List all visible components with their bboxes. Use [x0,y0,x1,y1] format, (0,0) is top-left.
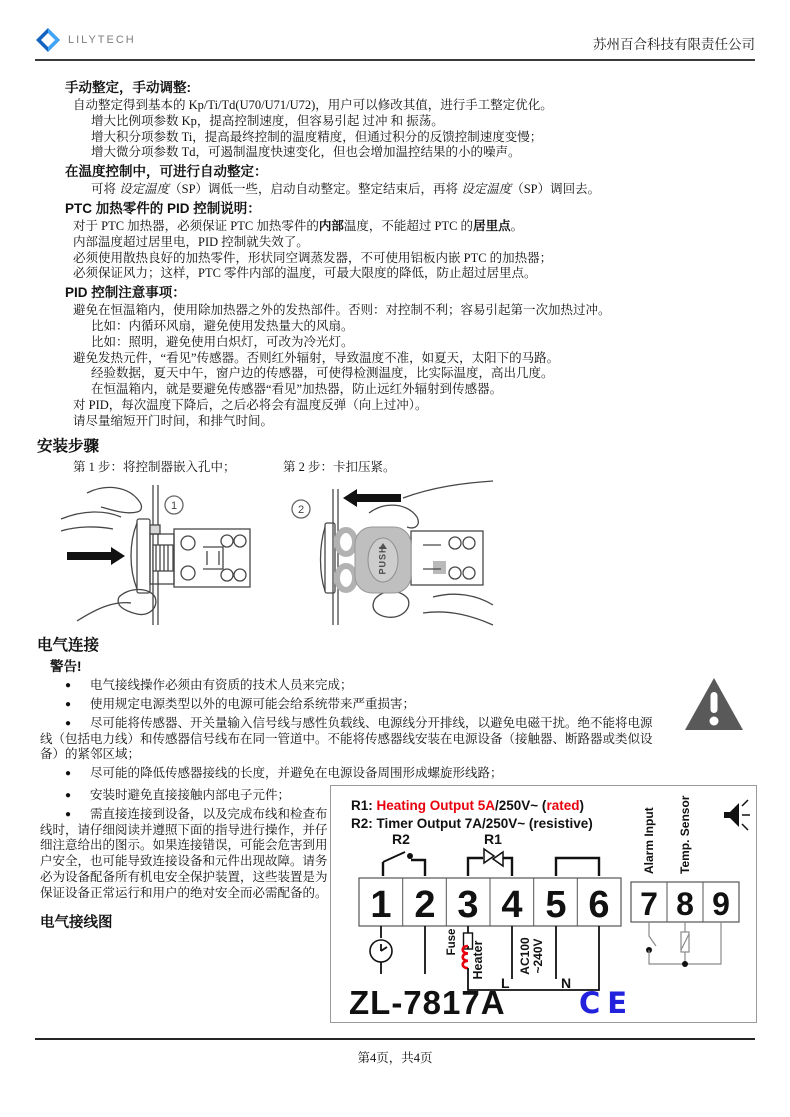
ptc-line: 必须保证风力；这样，PTC 零件内部的温度，可最大限度的降低，防止超过居里点。 [73,266,537,281]
figure-1-number: 1 [170,500,178,513]
text-part: 。 [510,218,524,233]
page-header [0,0,790,53]
text-part: （SP）调回去。 [511,182,601,197]
bold-part: 内部 [318,218,344,233]
pid-note: 经验数据，夏天中午，窗户边的传感器，可使得检测温度，比实际温度，高出几度。 [91,366,554,381]
bracket-5-6 [556,858,599,876]
terminal-strip-left [359,878,621,926]
figure-2-number: 2 [297,504,305,517]
warning-item [40,807,330,902]
temp-sensor-label: Temp. Sensor [678,795,692,874]
warning-text: 尽可能将传感器、开关量输入信号线与感性负载线、电源线分开排线，以避免电磁干扰。绝不能将电源线（包括电力线）和传感器信号线布在同一管道中。不能将传感器线安装在电源设备（接触器、断路器或类似设备）的紧邻区域； [40,715,653,762]
r2-spec-line: R2: Timer Output 7A/250V~ (resistive) [351,815,593,831]
install-step-1: 第 1 步：将控制器嵌入孔中； [73,459,236,474]
pid-note: 比如：内循环风扇，避免使用发热量大的风扇。 [91,318,354,333]
install-figure-1 [57,479,269,629]
terminal-2: 2 [414,883,436,926]
pid-note: 比如：照明，避免使用白炽灯，可改为冷光灯。 [91,334,354,349]
page-content [0,61,790,1023]
terminal-8: 8 [676,885,694,922]
terminal-3: 3 [457,883,479,926]
pid-notes-heading: PID 控制注意事项： [65,285,186,301]
install-steps [65,460,757,476]
text-part: （SP）调低一些，启动自动整定。整定结束后，再将 [169,182,462,197]
pid-note: 在恒温箱内，就是要避免传感器“看见”加热器，防止远红外辐射到传感器。 [91,382,503,397]
lilytech-logo-icon [35,27,61,53]
manual-tuning-item: 增大比例项参数 Kp，提高控制速度，但容易引起 过冲 和 振荡。 [91,113,444,128]
terminal-1: 1 [370,883,392,926]
relay-r1-label: R1 [484,830,502,847]
bullet-icon: ● [65,698,72,710]
bullet-icon: ● [65,768,72,780]
electrical-heading: 电气连接 [37,637,100,655]
wiring-left-column [40,785,330,1023]
line-label: L [501,974,510,991]
brand-name: LILYTECH [68,34,136,46]
ptc-line [65,219,757,235]
pid-note: 避免在恒温箱内，使用除加热器之外的发热部件。否则：对控制不利；容易引起第一次加热过冲。 [73,303,611,318]
page-number: 第4页，共4页 [357,1051,433,1065]
warning-item [40,678,757,694]
terminal-strip-right [631,795,739,922]
brand [35,27,136,53]
ac-voltage-label-1: AC100 [518,937,532,975]
warning-item [40,697,757,713]
fuse-label: Fuse [446,928,458,956]
ac-voltage-label-2: ~240V [531,938,545,974]
warning-item [40,766,757,782]
install-figure-2 [283,479,498,629]
insert-arrow-icon [67,547,125,565]
install-heading: 安装步骤 [37,437,100,455]
warning-title: 警告! [50,659,82,675]
neutral-label: N [561,974,572,991]
warning-text: 尽可能的降低传感器接线的长度，并避免在电源设备周围形成螺旋形线路； [90,766,503,781]
terminal-9: 9 [712,885,730,922]
install-figures [57,479,757,629]
pid-note: 避免发热元件，“看见”传感器。否则红外辐射，导致温度不准，如夏天，太阳下的马路。 [73,350,560,365]
relay-r2-label: R2 [392,830,410,847]
warning-triangle-icon [683,676,745,734]
warning-text: 使用规定电源类型以外的电源可能会给系统带来严重损害； [90,696,416,711]
manual-tuning-item: 增大微分项参数 Td，可遏制温度快速变化，但也会增加温控结果的小的噪声。 [91,145,521,160]
text-part: 温度，不能超过 PTC 的 [343,218,474,233]
sensor-circuit [646,922,721,967]
r1-spec-line: R1: Heating Output 5A/250V~ (rated) [351,797,584,813]
page-footer [35,1038,755,1066]
text-part: 可将 [91,182,120,197]
company-name: 苏州百合科技有限责任公司 [593,37,755,52]
manual-tuning-heading: 手动整定，手动调整: [65,80,191,95]
setpoint-italic: 设定温度 [461,182,512,197]
ptc-line: 内部温度超过居里电，PID 控制就失效了。 [73,234,309,249]
manual-tuning-item: 增大积分项参数 Ti，提高最终控制的温度精度，但通过积分的反馈控制速度变慢； [91,129,543,144]
snap-clip [337,527,411,593]
warning-item [40,716,657,763]
warning-text: 需直接连接到设备，以及完成布线和检查布线时，请仔细阅读并遵照下面的指导进行操作，并仔细注意给出的图示。如果连接错误，可能会危害到用户安全，也可能导致连接设备和元件出现故障。请务必为设备配备所有机电安全保护装置，这些装置是为保证设备正常运行和用户的绝对安全而必需配备的。 [40,806,328,900]
bullet-icon: ● [65,717,72,729]
warning-text: 安装时避免直接接触内部电子元件； [90,787,291,802]
terminal-7: 7 [640,885,658,922]
press-arrow-icon [343,489,401,507]
alarm-input-label: Alarm Input [642,807,656,874]
auto-tuning-line [65,182,757,198]
wiring-diagram-box [330,785,757,1023]
auto-tuning-heading: 在温度控制中，可进行自动整定： [65,164,268,180]
pid-note: 请尽量缩短开门时间，和排气时间。 [73,413,274,428]
ptc-heading: PTC 加热零件的 PID 控制说明： [65,200,261,216]
warning-text: 电气接线操作必须由有资质的技术人员来完成； [90,678,353,693]
wiring-diagram-heading: 电气接线图 [40,914,113,931]
buzzer-speaker-icon [724,800,750,830]
relay-r1-triac-symbol [468,849,512,876]
heater-label: Heater [471,940,485,980]
wiring-row [40,785,757,1023]
wiring-diagram [331,786,756,1022]
bullet-icon: ● [65,808,72,820]
load-circuit [370,926,599,991]
ptc-line: 必须使用散热良好的加热零件，形状同空调蒸发器，不可使用铝板内嵌 PTC 的加热器； [73,250,553,265]
pid-note: 对 PID，每次温度下降后，之后必将会有温度反弹（向上过冲）。 [73,397,428,412]
ce-mark: CE [579,985,635,1020]
manual-tuning-intro: 自动整定得到基本的 Kp/Ti/Td(U70/U71/U72)，用户可以修改其值，进行手工整定优化。 [73,98,553,112]
terminal-6: 6 [588,883,610,926]
terminal-5: 5 [545,883,567,926]
bullet-icon: ● [65,789,72,801]
setpoint-italic: 设定温度 [119,182,170,197]
relay-r2-switch-symbol [383,852,425,876]
text-part: 对于 PTC 加热器，必须保证 PTC 加热零件的 [73,218,319,233]
bold-part: 居里点 [473,218,511,233]
warning-item [40,788,330,804]
warning-block [40,659,757,782]
install-step-2: 第 2 步：卡扣压紧。 [283,459,396,474]
bullet-icon: ● [65,680,72,692]
terminal-4: 4 [501,883,523,926]
push-label: PUSH [377,545,388,575]
model-number: ZL-7817A [349,983,506,1021]
